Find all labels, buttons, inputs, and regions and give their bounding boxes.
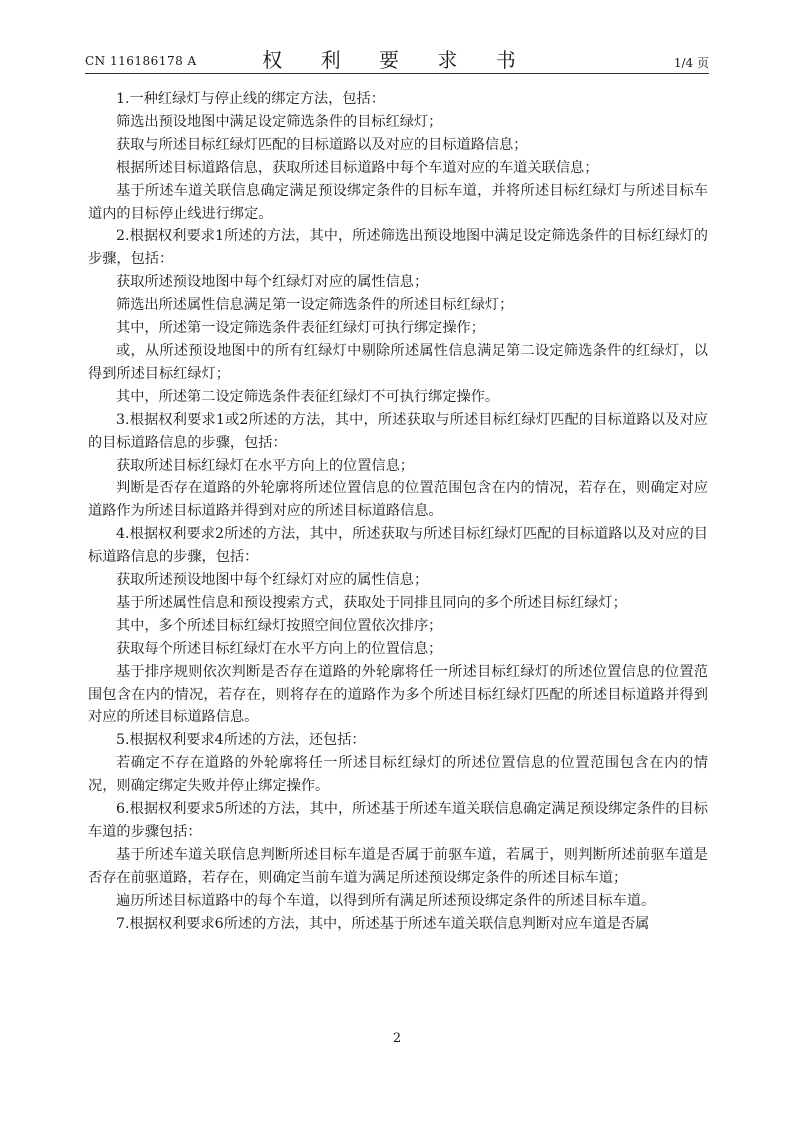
paragraph: 获取所述目标红绿灯在水平方向上的位置信息； [116,457,414,474]
paragraph: 判断是否存在道路的外轮廓将所述位置信息的位置范围包含在内的情况，若存在，则确定对应道路作为所述目标道路并得到对应的所述目标道路信息。 [88,480,708,520]
paragraph: 基于所述车道关联信息确定满足预设绑定条件的目标车道，并将所述目标红绿灯与所述目标车道内的目标停止线进行绑定。 [88,182,708,222]
paragraph: 6.根据权利要求5所述的方法，其中，所述基于所述车道关联信息确定满足预设绑定条件的目标车道的步骤包括： [88,801,708,840]
paragraph: 其中，所述第一设定筛选条件表征红绿灯可执行绑定操作； [116,320,485,337]
page-header [85,44,709,74]
paragraph: 其中，所述第二设定筛选条件表征红绿灯不可执行绑定操作。 [116,388,500,405]
paragraph: 遍历所述目标道路中的每个车道，以得到所有满足所述预设绑定条件的所述目标车道。 [116,892,656,909]
page-info: 1/4 页 [673,56,709,70]
header-divider [85,73,709,74]
paragraph: 获取与所述目标红绿灯匹配的目标道路以及对应的目标道路信息； [116,136,528,153]
paragraph: 2.根据权利要求1所述的方法，其中，所述筛选出预设地图中满足设定筛选条件的目标红绿灯的步骤，包括： [88,228,708,268]
paragraph: 基于排序规则依次判断是否存在道路的外轮廓将任一所述目标红绿灯的所述位置信息的位置范围包含在内的情况，若存在，则将存在的道路作为多个所述目标红绿灯匹配的所述目标道路并得到对应的所述目标道路信息。 [88,663,708,726]
paragraph: 其中，多个所述目标红绿灯按照空间位置依次排序； [116,617,443,634]
paragraph: 3.根据权利要求1或2所述的方法，其中，所述获取与所述目标红绿灯匹配的目标道路以及对应的目标道路信息的步骤，包括： [88,411,708,451]
paragraph: 4.根据权利要求2所述的方法，其中，所述获取与所述目标红绿灯匹配的目标道路以及对应的目标道路信息的步骤，包括： [88,526,708,566]
paragraph: 基于所述车道关联信息判断所述目标车道是否属于前驱车道，若属于，则判断所述前驱车道是否存在前驱道路，若存在，则确定当前车道为满足所述预设绑定条件的所述目标车道； [88,846,708,886]
paragraph: 筛选出预设地图中满足设定筛选条件的目标红绿灯； [116,113,443,130]
paragraph: 或，从所述预设地图中的所有红绿灯中剔除所述属性信息满足第二设定筛选条件的红绿灯，以得到所述目标红绿灯； [88,342,708,382]
paragraph: 基于所述属性信息和预设搜索方式，获取处于同排且同向的多个所述目标红绿灯； [116,594,627,611]
document-title: 权 利 要 求 书 [262,48,532,72]
publication-number: CN 116186178 A [85,54,197,68]
paragraph: 5.根据权利要求4所述的方法，还包括： [116,732,366,749]
paragraph: 获取所述预设地图中每个红绿灯对应的属性信息； [116,274,429,291]
paragraph: 若确定不存在道路的外轮廓将任一所述目标红绿灯的所述位置信息的位置范围包含在内的情况，则确定绑定失败并停止绑定操作。 [88,755,708,795]
paragraph: 根据所述目标道路信息，获取所述目标道路中每个车道对应的车道关联信息； [116,159,599,176]
paragraph: 7.根据权利要求6所述的方法，其中，所述基于所述车道关联信息判断对应车道是否属 [116,915,650,932]
paragraph: 获取所述预设地图中每个红绿灯对应的属性信息； [116,572,429,589]
paragraph: 获取每个所述目标红绿灯在水平方向上的位置信息； [116,640,443,657]
paragraph: 1.一种红绿灯与停止线的绑定方法，包括： [116,91,385,107]
paragraph: 筛选出所述属性信息满足第一设定筛选条件的所述目标红绿灯； [116,297,514,314]
claims-body [88,88,708,936]
page-number: 2 [392,1031,402,1046]
